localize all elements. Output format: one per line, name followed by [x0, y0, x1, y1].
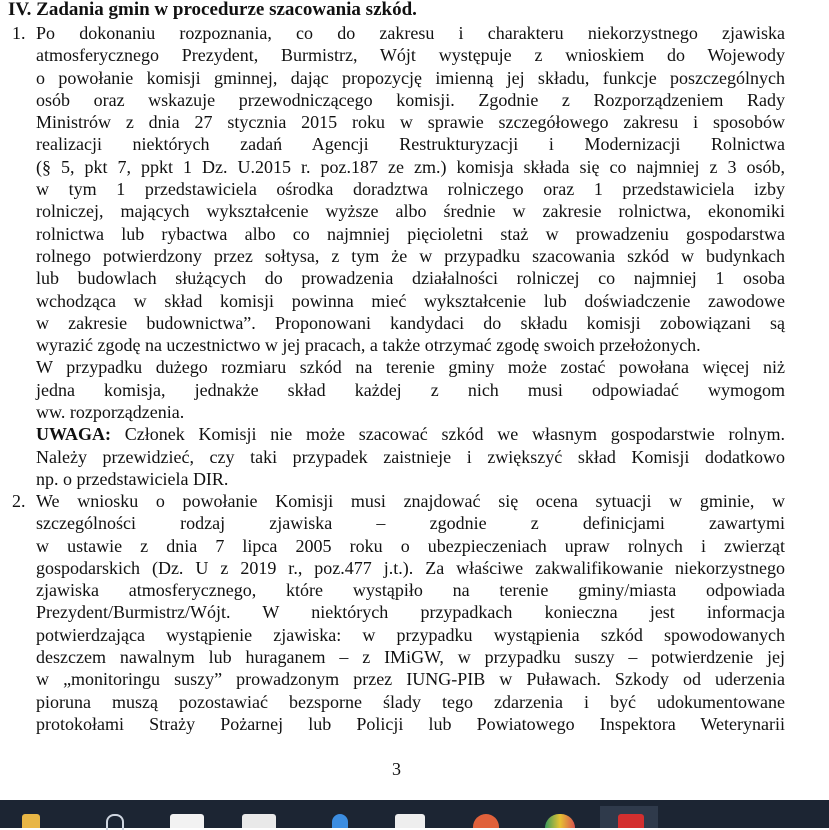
pdf-icon[interactable]: [618, 814, 644, 828]
app-icon[interactable]: [395, 814, 425, 828]
text-line: rolnictwa lub rybactwa albo co najmniej pięcioletni staż w prowadzeniu gospodarstwa: [36, 223, 785, 244]
app-icon[interactable]: [170, 814, 204, 828]
app-icon[interactable]: [242, 814, 276, 828]
text-line: o powołanie komisji gminnej, dając propozycję imienną jej składu, funkcje poszczególnych: [36, 67, 785, 88]
text-line: osób oraz wskazuje przewodniczącego komisji. Zgodnie z Rozporządzeniem Rady: [36, 89, 785, 110]
text-line: atmosferycznego Prezydent, Burmistrz, Wójt występuje z wnioskiem do Wojewody: [36, 45, 785, 66]
text-line: potwierdzająca wystąpienie zjawiska: w przypadku wystąpienia szkód spowodowanych: [36, 624, 785, 645]
text-line: realizacji niektórych zadań Agencji Restrukturyzacji i Modernizacji Rolnictwa: [36, 134, 785, 155]
text-line: (§ 5, pkt 7, ppkt 1 Dz. U.2015 r. poz.187 ze zm.) komisja składa się co najmniej z 3 osób,: [36, 156, 785, 177]
text-line: w tym 1 przedstawiciela ośrodka doradztwa rolniczego oraz 1 przedstawiciela izby: [36, 179, 785, 200]
text-line: wyrazić zgodę na uczestnictwo w jej pracach, a także otrzymać zgodę swoich przełożonych.: [36, 335, 701, 356]
text-line: np. o przedstawiciela DIR.: [36, 468, 229, 489]
note-text: Członek Komisji nie może szacować szkód we własnym gospodarstwie rolnym.: [111, 424, 785, 445]
text-line: Ministrów z dnia 27 stycznia 2015 roku w sprawie szczegółowego zakresu i sposobów: [36, 112, 785, 133]
text-line: W przypadku dużego rozmiaru szkód na terenie gminy może zostać powołana więcej niż: [36, 357, 785, 378]
text-line: Prezydent/Burmistrz/Wójt. W niektórych przypadkach konieczna jest informacja: [36, 602, 785, 623]
text-line: szczególności rodzaj zjawiska – zgodnie z definicjami zawartymi: [36, 513, 785, 534]
app-icon[interactable]: [473, 814, 499, 828]
list-number-2: 2.: [12, 491, 26, 511]
text-line: wchodząca w skład komisji powinna mieć wykształcenie lub doświadczenie zawodowe: [36, 290, 785, 311]
section-title: IV. Zadania gmin w procedurze szacowania szkód.: [8, 0, 417, 20]
text-line: Należy przewidzieć, czy taki przypadek zaistnieje i zwiększyć skład Komisji dodatkowo: [36, 446, 785, 467]
text-line: jedna komisja, jednakże skład każdej z nich musi odpowiadać wymogom: [36, 379, 785, 400]
folder-icon[interactable]: [22, 814, 40, 828]
taskbar: [0, 800, 829, 828]
text-line: protokołami Straży Pożarnej lub Policji lub Powiatowego Inspektora Weterynarii: [36, 713, 785, 734]
text-line: w „monitoringu suszy” prowadzonym przez IUNG-PIB w Puławach. Szkody od uderzenia: [36, 669, 785, 690]
text-line: gospodarskich (Dz. U z 2019 r., poz.477 j.t.). Za właściwe zakwalifikowanie niekorzystnego: [36, 557, 785, 578]
text-line: pioruna muszą pozostawiać bezsporne ślady tego zdarzenia i być udokumentowane: [36, 691, 785, 712]
item-2-paragraph: [36, 490, 785, 735]
page-number: 3: [392, 759, 401, 779]
text-line: Po dokonaniu rozpoznania, co do zakresu i charakteru niekorzystnego zjawiska: [36, 23, 785, 43]
text-line: w zakresie budownictwa”. Proponowani kandydaci do składu komisji zobowiązani są: [36, 312, 785, 333]
text-line: rolnego potwierdzony przez sołtysa, z tym że w przypadku szacowania szkód w budynkach: [36, 245, 785, 266]
text-line: ww. rozporządzenia.: [36, 402, 185, 423]
text-line: We wniosku o powołanie Komisji musi znajdować się ocena sytuacji w gminie, w: [36, 491, 785, 511]
note-line: [36, 423, 785, 445]
text-line: zjawiska atmosferycznego, które wystąpiło na terenie gminy/miasta odpowiada: [36, 580, 785, 601]
text-line: deszczem nawalnym lub huraganem – z IMiGW, w przypadku suszy – potwierdzenie jej: [36, 647, 785, 668]
text-line: rolniczej, mających wykształcenie wyższe albo średnie w zakresie rolnictwa, ekonomiki: [36, 201, 785, 222]
app-icon[interactable]: [332, 814, 348, 828]
note-label: UWAGA:: [36, 424, 111, 445]
app-icon[interactable]: [545, 814, 575, 828]
list-number-1: 1.: [12, 23, 26, 43]
text-line: w ustawie z dnia 7 lipca 2005 roku o ubezpieczeniach upraw rolnych i zwierząt: [36, 535, 785, 556]
item-1-paragraph: [36, 22, 785, 490]
text-line: lub budowlach służących do prowadzenia działalności rolniczej co najmniej 1 osoba: [36, 268, 785, 289]
